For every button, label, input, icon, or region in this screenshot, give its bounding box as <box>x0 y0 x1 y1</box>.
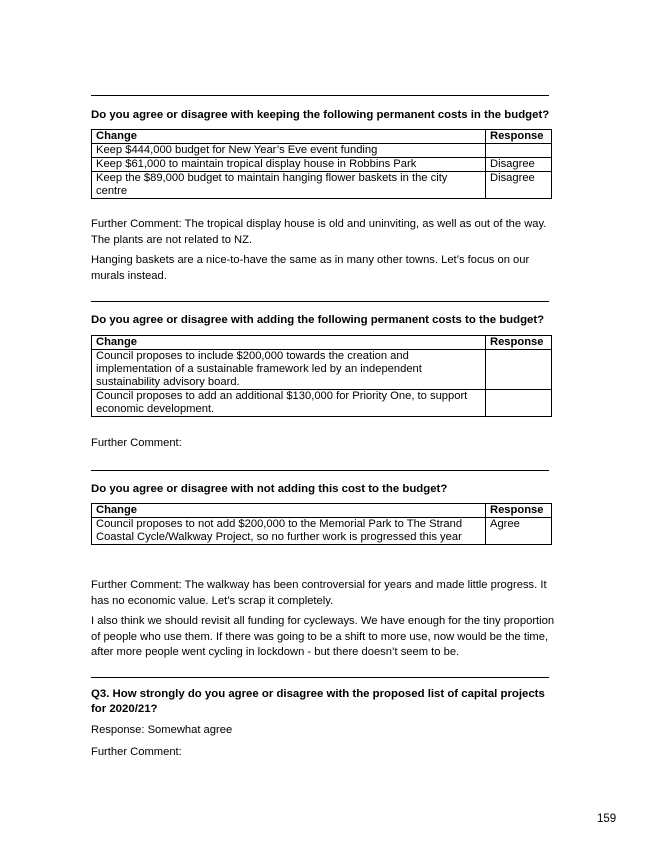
comment-paragraph: I also think we should revisit all funding for cycleways. We have enough for the tiny proportion of people who use them. If there was going to be a shift to more use, now would be the time, after more people went cycling in lockdown - but there doesn’t seem to be. <box>91 615 555 658</box>
response-cell <box>486 144 552 158</box>
response-table <box>91 335 552 417</box>
table-row <box>92 172 552 199</box>
change-cell: Keep $61,000 to maintain tropical display house in Robbins Park <box>92 158 486 172</box>
further-comment: Further Comment: <box>91 746 182 758</box>
comment-paragraph: Hanging baskets are a nice-to-have the same as in many other towns. Let’s focus on our murals instead. <box>91 254 530 282</box>
response-cell <box>486 390 552 417</box>
question-heading: Do you agree or disagree with not adding this cost to the budget? <box>91 483 448 495</box>
page-number: 159 <box>597 813 617 825</box>
response-cell: Disagree <box>486 158 552 172</box>
change-cell: Council proposes to include $200,000 towards the creation and implementation of a sustainable framework led by an independent sustainability advisory board. <box>92 350 486 390</box>
column-header-change: Change <box>92 504 486 518</box>
change-cell: Keep the $89,000 budget to maintain hanging flower baskets in the city centre <box>92 172 486 199</box>
question-heading: Q3. How strongly do you agree or disagree with the proposed list of capital projects for 2020/21? <box>91 688 545 715</box>
table-row <box>92 158 552 172</box>
table-row <box>92 350 552 390</box>
table-row <box>92 144 552 158</box>
table-row <box>92 518 552 545</box>
change-cell: Council proposes to not add $200,000 to the Memorial Park to The Strand Coastal Cycle/Walkway Project, so no further work is progressed this year <box>92 518 486 545</box>
further-comment: Further Comment: The tropical display house is old and uninviting, as well as out of the way. The plants are not related to NZ. <box>91 218 547 246</box>
response-text: Response: Somewhat agree <box>91 724 233 736</box>
question-heading: Do you agree or disagree with adding the following permanent costs to the budget? <box>91 314 545 326</box>
change-cell: Keep $444,000 budget for New Year’s Eve event funding <box>92 144 486 158</box>
column-header-change: Change <box>92 336 486 350</box>
question-heading: Do you agree or disagree with keeping the following permanent costs in the budget? <box>91 109 550 121</box>
table-row <box>92 390 552 417</box>
further-comment: Further Comment: <box>91 437 182 449</box>
column-header-response: Response <box>486 130 552 144</box>
section-divider <box>91 95 549 96</box>
response-table <box>91 503 552 545</box>
response-table <box>91 129 552 199</box>
change-cell: Council proposes to add an additional $130,000 for Priority One, to support economic development. <box>92 390 486 417</box>
column-header-response: Response <box>486 504 552 518</box>
section-divider <box>91 301 549 302</box>
response-cell: Disagree <box>486 172 552 199</box>
further-comment: Further Comment: The walkway has been controversial for years and made little progress. It has no economic value. Let’s scrap it completely. <box>91 579 547 607</box>
column-header-response: Response <box>486 336 552 350</box>
response-cell: Agree <box>486 518 552 545</box>
section-divider <box>91 470 549 471</box>
response-cell <box>486 350 552 390</box>
column-header-change: Change <box>92 130 486 144</box>
section-divider <box>91 677 549 678</box>
